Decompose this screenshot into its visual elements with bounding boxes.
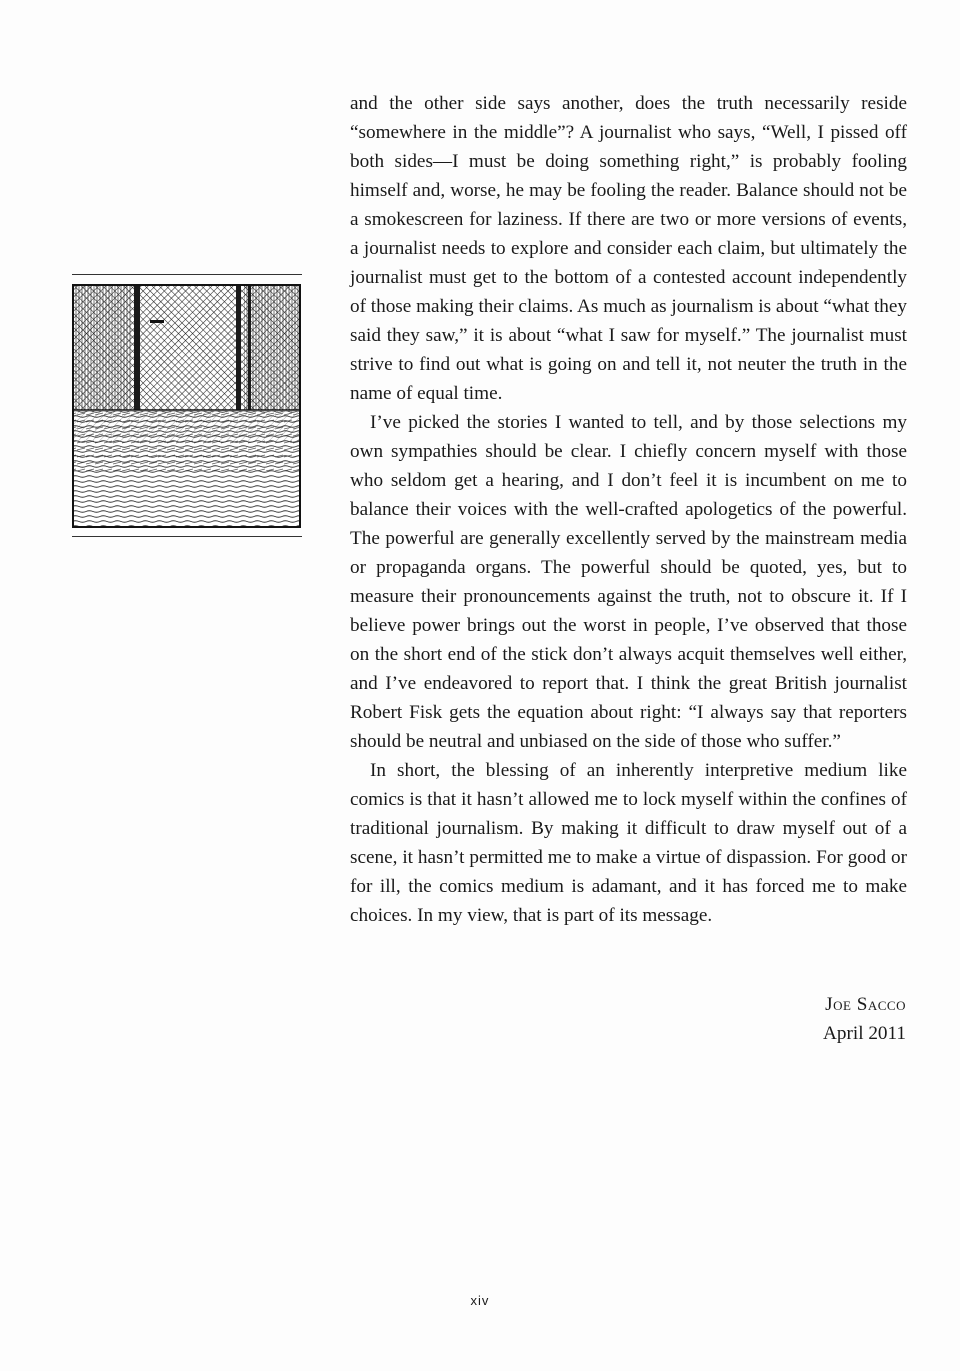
signature-block (823, 990, 906, 1048)
bottom-rule (72, 536, 302, 537)
paragraph: I’ve picked the stories I wanted to tell, and by those selections my own sympathies should be clear. I chiefly concern myself with those who seldom get a hearing, and I don’t feel it is incumbent on me to balance their voices with the well-crafted apologetics of the powerful. The powerful are generally excellently served by the mainstream media or propaganda organs. The powerful should be quoted, yes, but to measure their pronouncements against the truth, not to obscure it. If I believe power brings out the worst in people, I’ve observed that those on the short end of the stick don’t always acquit themselves well either, and I’ve endeavored to report that. I think the great British journalist Robert Fisk gets the equation about right: “I always say that reporters should be neutral and unbiased on the side of those who suffer.” (350, 412, 907, 752)
body-text (350, 89, 907, 930)
author-name: Joe Sacco (825, 994, 906, 1015)
page-number: xiv (470, 1293, 490, 1308)
paragraph: and the other side says another, does the truth necessarily reside “somewhere in the middle”? A journalist who says, “Well, I pissed off both sides—I must be doing something right,” is probably fooling himself and, worse, he may be fooling the reader. Balance should not be a smokescreen for laziness. If there are two or more versions of events, a journalist needs to explore and consider each claim, but ultimately the journalist must get to the bottom of a contested account independently of those making their claims. As much as journalism is about “what they said they saw,” it is about “what I saw for myself.” The journalist must strive to find out what is going on and tell it, not neuter the truth in the name of equal time. (350, 93, 907, 404)
paragraph: In short, the blessing of an inherently interpretive medium like comics is that it hasn’t allowed me to lock myself within the confines of traditional journalism. By making it difficult to draw myself out of a scene, it hasn’t permitted me to make a virtue of dispassion. For good or for ill, the comics medium is adamant, and it has forced me to make choices. In my view, that is part of its message. (350, 760, 907, 926)
illustration-panel (72, 274, 302, 538)
crosshatched-wall-illustration (72, 284, 301, 528)
top-rule (72, 274, 302, 275)
signature-date: April 2011 (823, 1023, 906, 1044)
